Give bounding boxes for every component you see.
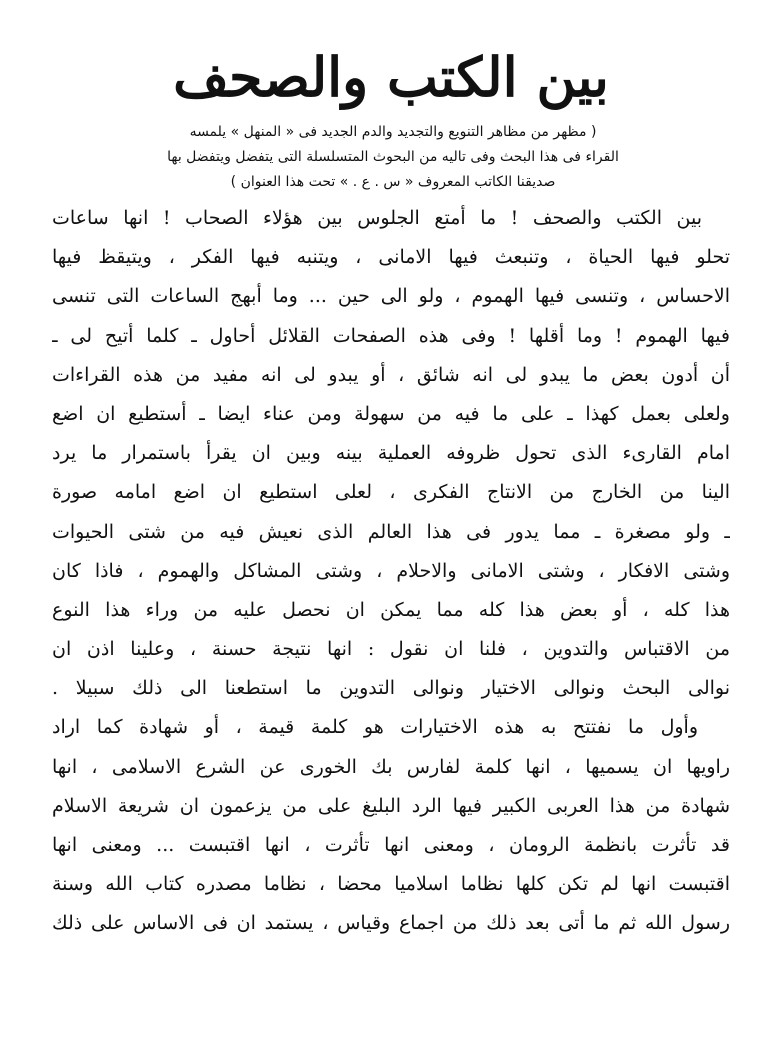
body-line: شهادة من هذا العربى الكبير فيها الرد البليغ على من يزعمون ان شريعة الاسلام [52, 794, 730, 817]
body-line: فيها الهموم ! وما أقلها ! وفى هذه الصفحات القلائل أحاول ـ كلما أتيح لى ـ [52, 324, 730, 347]
body-line: أن أدون بعض ما يبدو لى انه شائق ، أو يبدو لى انه مفيد من هذه القراءات [52, 363, 730, 386]
body-line: تحلو فيها الحياة ، وتنبعث فيها الامانى ، ويتنبه فيها الفكر ، ويتيقظ فيها [52, 246, 730, 269]
body-line: بين الكتب والصحف ! ما أمتع الجلوس بين هؤلاء الصحاب ! انها ساعات [52, 207, 702, 229]
body-line: وشتى الافكار ، وشتى الامانى والاحلام ، وشتى المشاكل والهموم ، فاذا كان [52, 559, 730, 582]
body-line: ـ ولو مصغرة ـ مما يدور فى هذا العالم الذى نعيش فيه من شتى الحيوات [52, 520, 730, 543]
body-line: وأول ما نفتتح به هذه الاختيارات هو كلمة قيمة ، أو شهادة كما اراد [52, 716, 698, 739]
body-line: قد تأثرت بانظمة الرومان ، ومعنى انها تأثرت ، انها اقتبست ... ومعنى انها [52, 834, 730, 856]
article-title: بين الكتب والصحف [173, 45, 609, 109]
body-line: نوالى البحث ونوالى الاختيار ونوالى التدوين ما استطعنا الى ذلك سبيلا . [52, 677, 730, 700]
body-line: اقتبست انها لم تكن كلها نظاما اسلاميا محضا ، نظاما مصدره كتاب الله وسنة [52, 873, 730, 896]
intro-line: صديقنا الكاتب المعروف « س . ع . » تحت هذا العنوان ) [230, 174, 556, 190]
article-body [52, 199, 730, 944]
body-line: رسول الله ثم ما أتى بعد ذلك من اجماع وقياس ، يستمد ان فى الاساس على ذلك [52, 912, 730, 935]
body-line: الينا من الخارج من الانتاج الفكرى ، لعلى استطيع ان اضع امامه صورة [52, 481, 730, 504]
body-line: من الاقتباس والتدوين ، فلنا ان نقول : انها نتيجة حسنة ، وعلينا اذن ان [52, 638, 730, 661]
body-line: هذا كله ، أو بعض هذا كله مما يمكن ان نحصل عليه من وراء هذا النوع [52, 598, 730, 621]
body-line: ولعلى بعمل كهذا ـ على ما فيه من سهولة ومن عناء ايضا ـ أستطيع ان اضع [52, 402, 730, 425]
body-line: امام القارىء الذى تحول ظروفه العملية بينه وبين ان يقرأ باستمرار ما يرد [52, 442, 730, 465]
intro-line: القراء فى هذا البحث وفى تاليه من البحوث المتسلسلة التى يتفضل ويتفضل بها [167, 149, 619, 165]
body-line: الاحساس ، وتنسى فيها الهموم ، ولو الى حين ... وما أبهج الساعات التى تنسى [52, 285, 730, 308]
body-line: راويها ان يسميها ، انها كلمة لفارس بك الخورى عن الشرع الاسلامى ، انها [52, 755, 730, 778]
intro-line: ( مظهر من مظاهر التنويع والتجديد والدم الجديد فى « المنهل » يلمسه [189, 124, 597, 140]
editor-intro-note [76, 120, 710, 195]
